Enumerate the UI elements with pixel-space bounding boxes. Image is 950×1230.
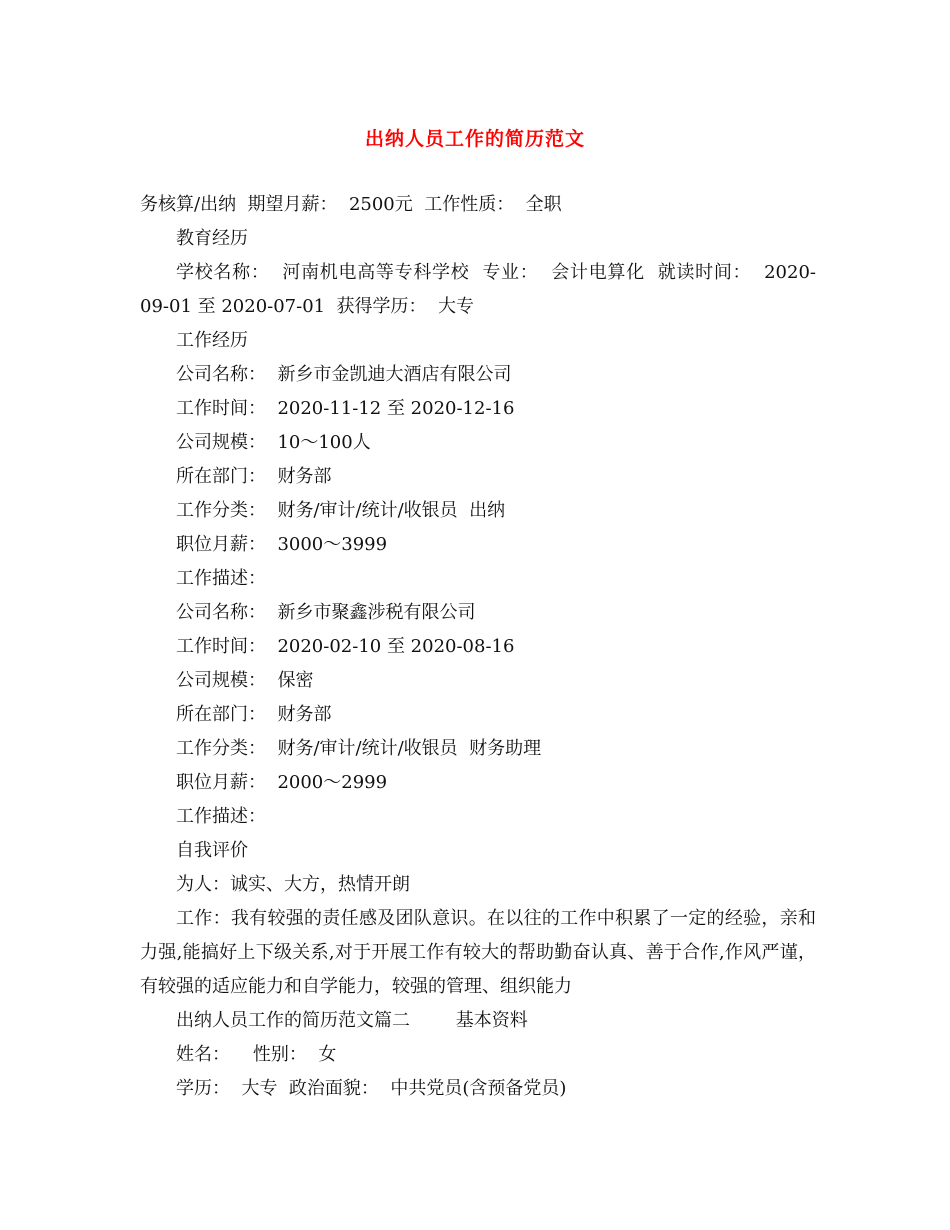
second-resume-heading: 出纳人员工作的简历范文篇二 基本资料 [176,1010,528,1031]
company-name-1: 公司名称： 新乡市金凯迪大酒店有限公司 [176,364,512,385]
section-heading-work: 工作经历 [176,330,248,351]
department-1: 所在部门： 财务部 [176,466,332,487]
self-evaluation-work: 工作：我有较强的责任感及团队意识。在以往的工作中积累了一定的经验，亲和力强,能搞好上下级关系,对于开展工作有较大的帮助勤奋认真、善于合作,作风严谨，有较强的适应能力和自学能力，较强的管理、组织能力 [140,908,816,997]
desired-job-line: 务核算/出纳 期望月薪： 2500元 工作性质： 全职 [140,194,562,215]
department-2: 所在部门： 财务部 [176,704,332,725]
document-body [140,188,816,1106]
salary-2: 职位月薪： 2000～2999 [176,772,388,793]
self-evaluation-personality: 为人：诚实、大方，热情开朗 [176,874,410,895]
job-category-2: 工作分类： 财务/审计/统计/收银员 财务助理 [176,738,542,759]
company-size-2: 公司规模： 保密 [176,670,314,691]
company-size-1: 公司规模： 10～100人 [176,432,371,453]
company-name-2: 公司名称： 新乡市聚鑫涉税有限公司 [176,602,476,623]
section-heading-self-evaluation: 自我评价 [176,840,248,861]
job-category-1: 工作分类： 财务/审计/统计/收银员 出纳 [176,500,506,521]
salary-1: 职位月薪： 3000～3999 [176,534,388,555]
work-time-2: 工作时间： 2020-02-10 至 2020-08-16 [176,636,515,657]
job-description-2: 工作描述： [176,806,266,827]
job-description-1: 工作描述： [176,568,266,589]
section-heading-education: 教育经历 [176,228,248,249]
page-title: 出纳人员工作的简历范文 [364,128,585,150]
education-detail: 学校名称： 河南机电高等专科学校 专业： 会计电算化 就读时间： 2020-09-01 至 2020-07-01 获得学历： 大专 [140,262,816,317]
education-politics-line: 学历： 大专 政治面貌： 中共党员(含预备党员) [176,1078,567,1099]
name-gender-line: 姓名： 性别： 女 [176,1044,337,1065]
work-time-1: 工作时间： 2020-11-12 至 2020-12-16 [176,398,515,419]
